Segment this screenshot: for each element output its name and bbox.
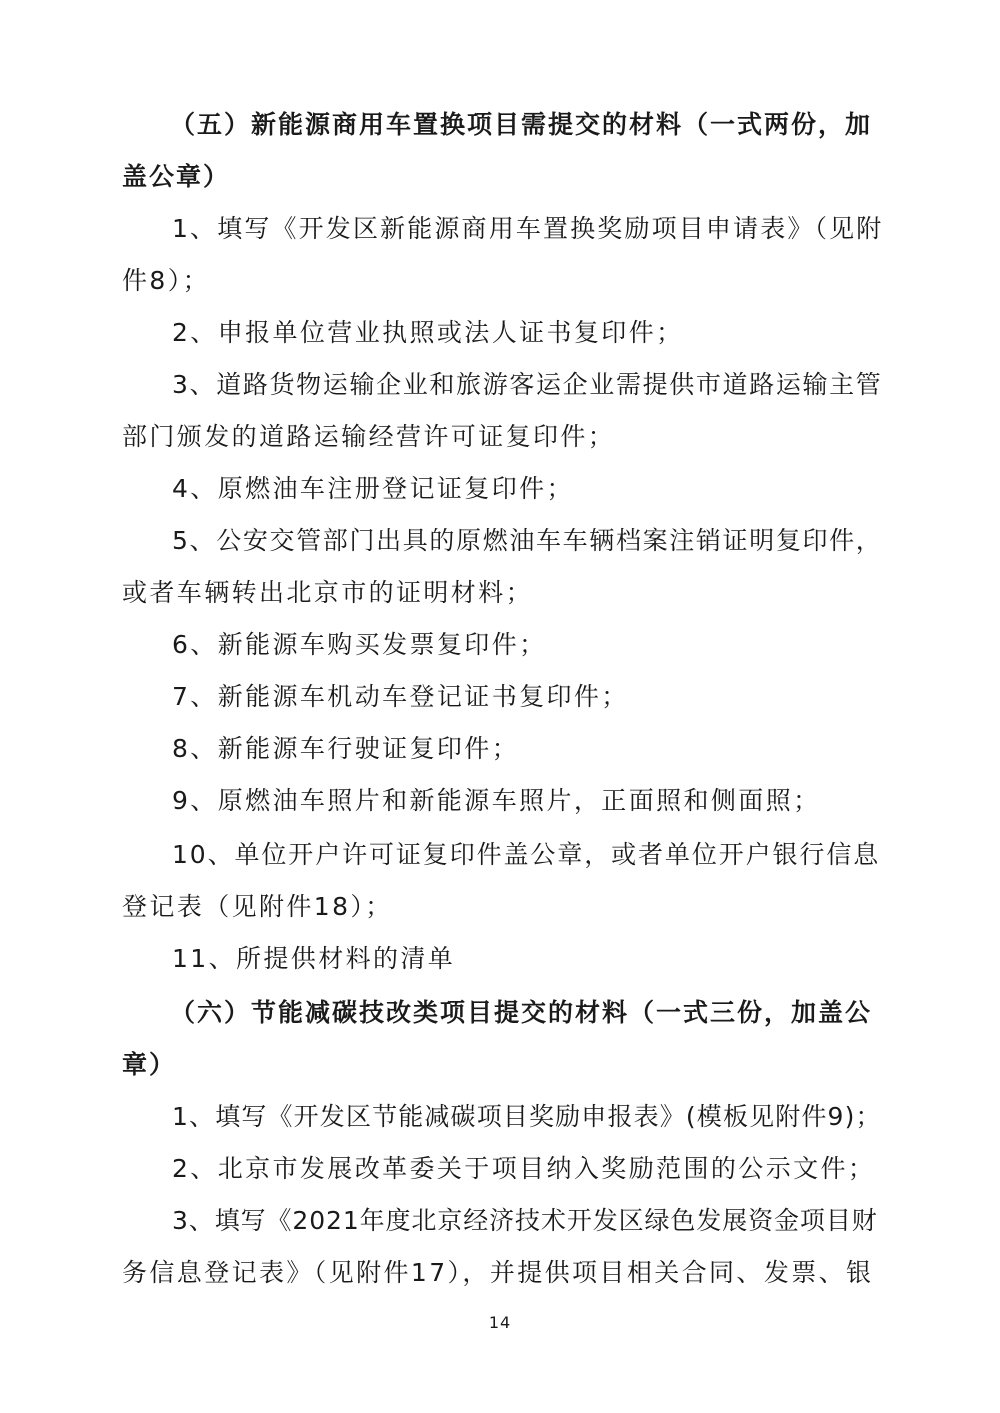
section5-item-11: 11、所提供材料的清单: [172, 944, 456, 973]
section5-item-1-line-1: 1、填写《开发区新能源商用车置换奖励项目申请表》（见附: [172, 214, 884, 243]
section5-item-3-line-1: 3、道路货物运输企业和旅游客运企业需提供市道路运输主管: [172, 370, 883, 399]
section5-item-6: 6、新能源车购买发票复印件；: [172, 630, 547, 659]
section6-item-2: 2、北京市发展改革委关于项目纳入奖励范围的公示文件；: [172, 1154, 876, 1183]
section6-item-3-line-2: 务信息登记表》（见附件17），并提供项目相关合同、发票、银: [122, 1258, 874, 1287]
section5-item-8: 8、新能源车行驶证复印件；: [172, 734, 520, 763]
section5-item-1-line-2: 件8）；: [122, 266, 211, 295]
section6-heading-line-2: 章）: [122, 1050, 177, 1079]
section5-item-7: 7、新能源车机动车登记证书复印件；: [172, 682, 629, 711]
section5-item-5-line-2: 或者车辆转出北京市的证明材料；: [122, 578, 534, 607]
page-number: 14: [488, 1313, 512, 1332]
section5-item-9: 9、原燃油车照片和新能源车照片，正面照和侧面照；: [172, 786, 821, 815]
section5-heading-line-1: （五）新能源商用车置换项目需提交的材料（一式两份，加: [170, 110, 873, 139]
section5-item-10-line-2: 登记表（见附件18）；: [122, 892, 393, 921]
section5-item-2: 2、申报单位营业执照或法人证书复印件；: [172, 318, 684, 347]
section5-item-10-line-1: 10、单位开户许可证复印件盖公章，或者单位开户银行信息: [172, 840, 881, 869]
section5-heading-line-2: 盖公章）: [122, 162, 231, 191]
section5-item-5-line-1: 5、公安交管部门出具的原燃油车车辆档案注销证明复印件，: [172, 526, 883, 555]
section6-item-3-line-1: 3、填写《2021年度北京经济技术开发区绿色发展资金项目财: [172, 1206, 878, 1235]
section6-heading-line-1: （六）节能减碳技改类项目提交的材料（一式三份，加盖公: [170, 998, 873, 1027]
section5-item-3-line-2: 部门颁发的道路运输经营许可证复印件；: [122, 422, 616, 451]
section6-item-1: 1、填写《开发区节能减碳项目奖励申报表》(模板见附件9)；: [172, 1102, 882, 1131]
section5-item-4: 4、原燃油车注册登记证复印件；: [172, 474, 574, 503]
